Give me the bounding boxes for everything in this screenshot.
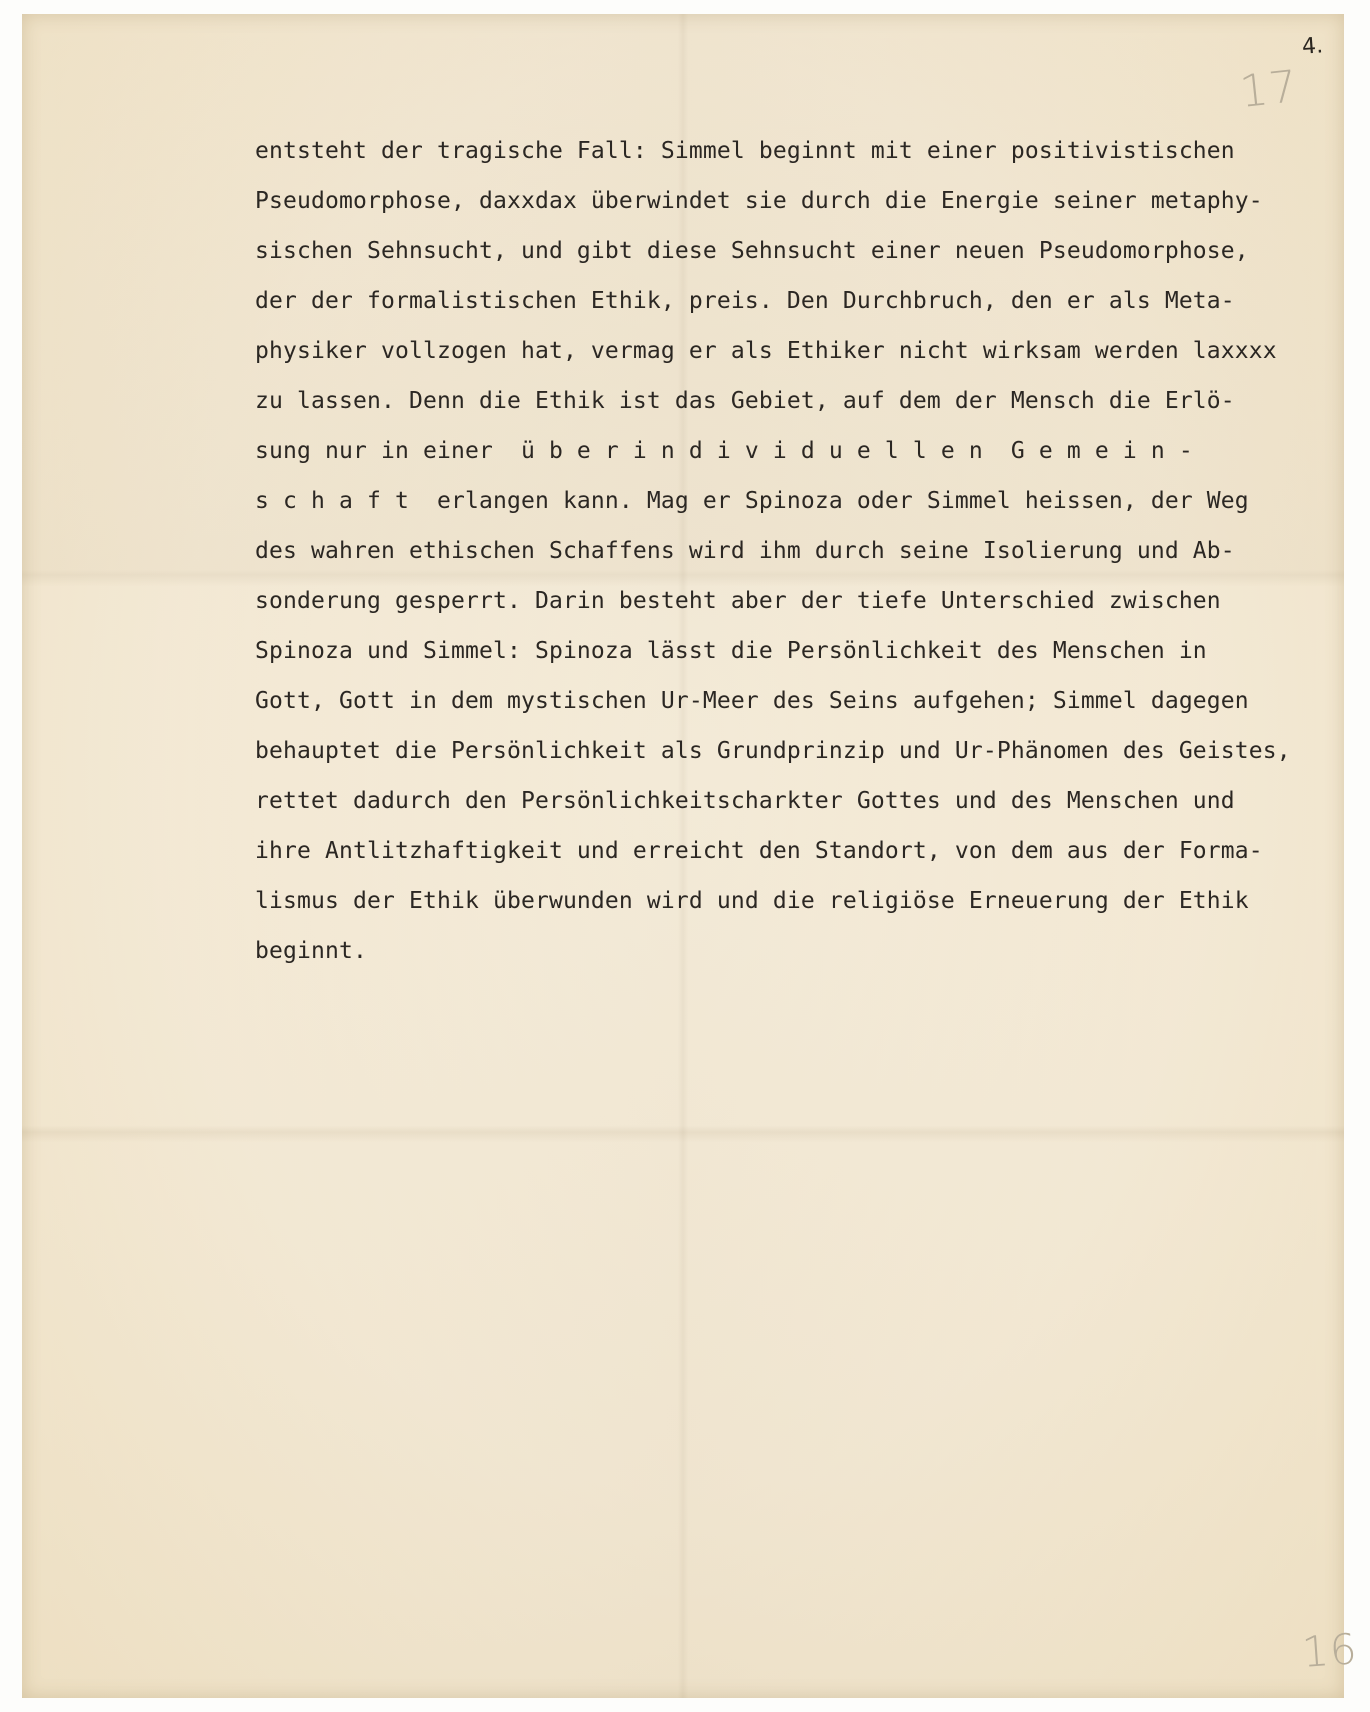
text-line: Spinoza und Simmel: Spinoza lässt die Persönlichkeit des Menschen in (255, 638, 1207, 664)
pencil-folio-top: 17 (1237, 61, 1301, 118)
text-line: entsteht der tragische Fall: Simmel beginnt mit einer positivistischen (255, 138, 1235, 164)
typewritten-page (22, 14, 1360, 1698)
text-line: ihre Antlitzhaftigkeit und erreicht den Standort, von dem aus der Forma- (255, 838, 1263, 864)
pencil-folio-bottom: 16 (1300, 1624, 1360, 1677)
text-line: des wahren ethischen Schaffens wird ihm durch seine Isolierung und Ab- (255, 538, 1235, 564)
text-line: der der formalistischen Ethik, preis. Den Durchbruch, den er als Meta- (255, 288, 1235, 314)
text-line: physiker vollzogen hat, vermag er als Ethiker nicht wirksam werden laxxxx (255, 338, 1277, 364)
text-line: Pseudomorphose, daxxdax überwindet sie durch die Energie seiner metaphy- (255, 188, 1263, 214)
text-line: lismus der Ethik überwunden wird und die religiöse Erneuerung der Ethik (255, 888, 1249, 914)
text-line: sischen Sehnsucht, und gibt diese Sehnsucht einer neuen Pseudomorphose, (255, 238, 1249, 264)
typed-text-block (255, 126, 1355, 976)
page-number: 4. (1301, 33, 1324, 60)
text-line: Gott, Gott in dem mystischen Ur-Meer des Seins aufgehen; Simmel dagegen (255, 688, 1249, 714)
text-line: beginnt. (255, 938, 367, 964)
text-line: behauptet die Persönlichkeit als Grundprinzip und Ur-Phänomen des Geistes, (255, 738, 1291, 764)
text-line: zu lassen. Denn die Ethik ist das Gebiet, auf dem der Mensch die Erlö- (255, 388, 1235, 414)
text-line: sung nur in einer ü b e r i n d i v i d u e l l e n G e m e i n - (255, 438, 1193, 464)
text-line: s c h a f t erlangen kann. Mag er Spinoza oder Simmel heissen, der Weg (255, 488, 1249, 514)
text-line: rettet dadurch den Persönlichkeitscharkter Gottes und des Menschen und (255, 788, 1235, 814)
text-line: sonderung gesperrt. Darin besteht aber der tiefe Unterschied zwischen (255, 588, 1221, 614)
